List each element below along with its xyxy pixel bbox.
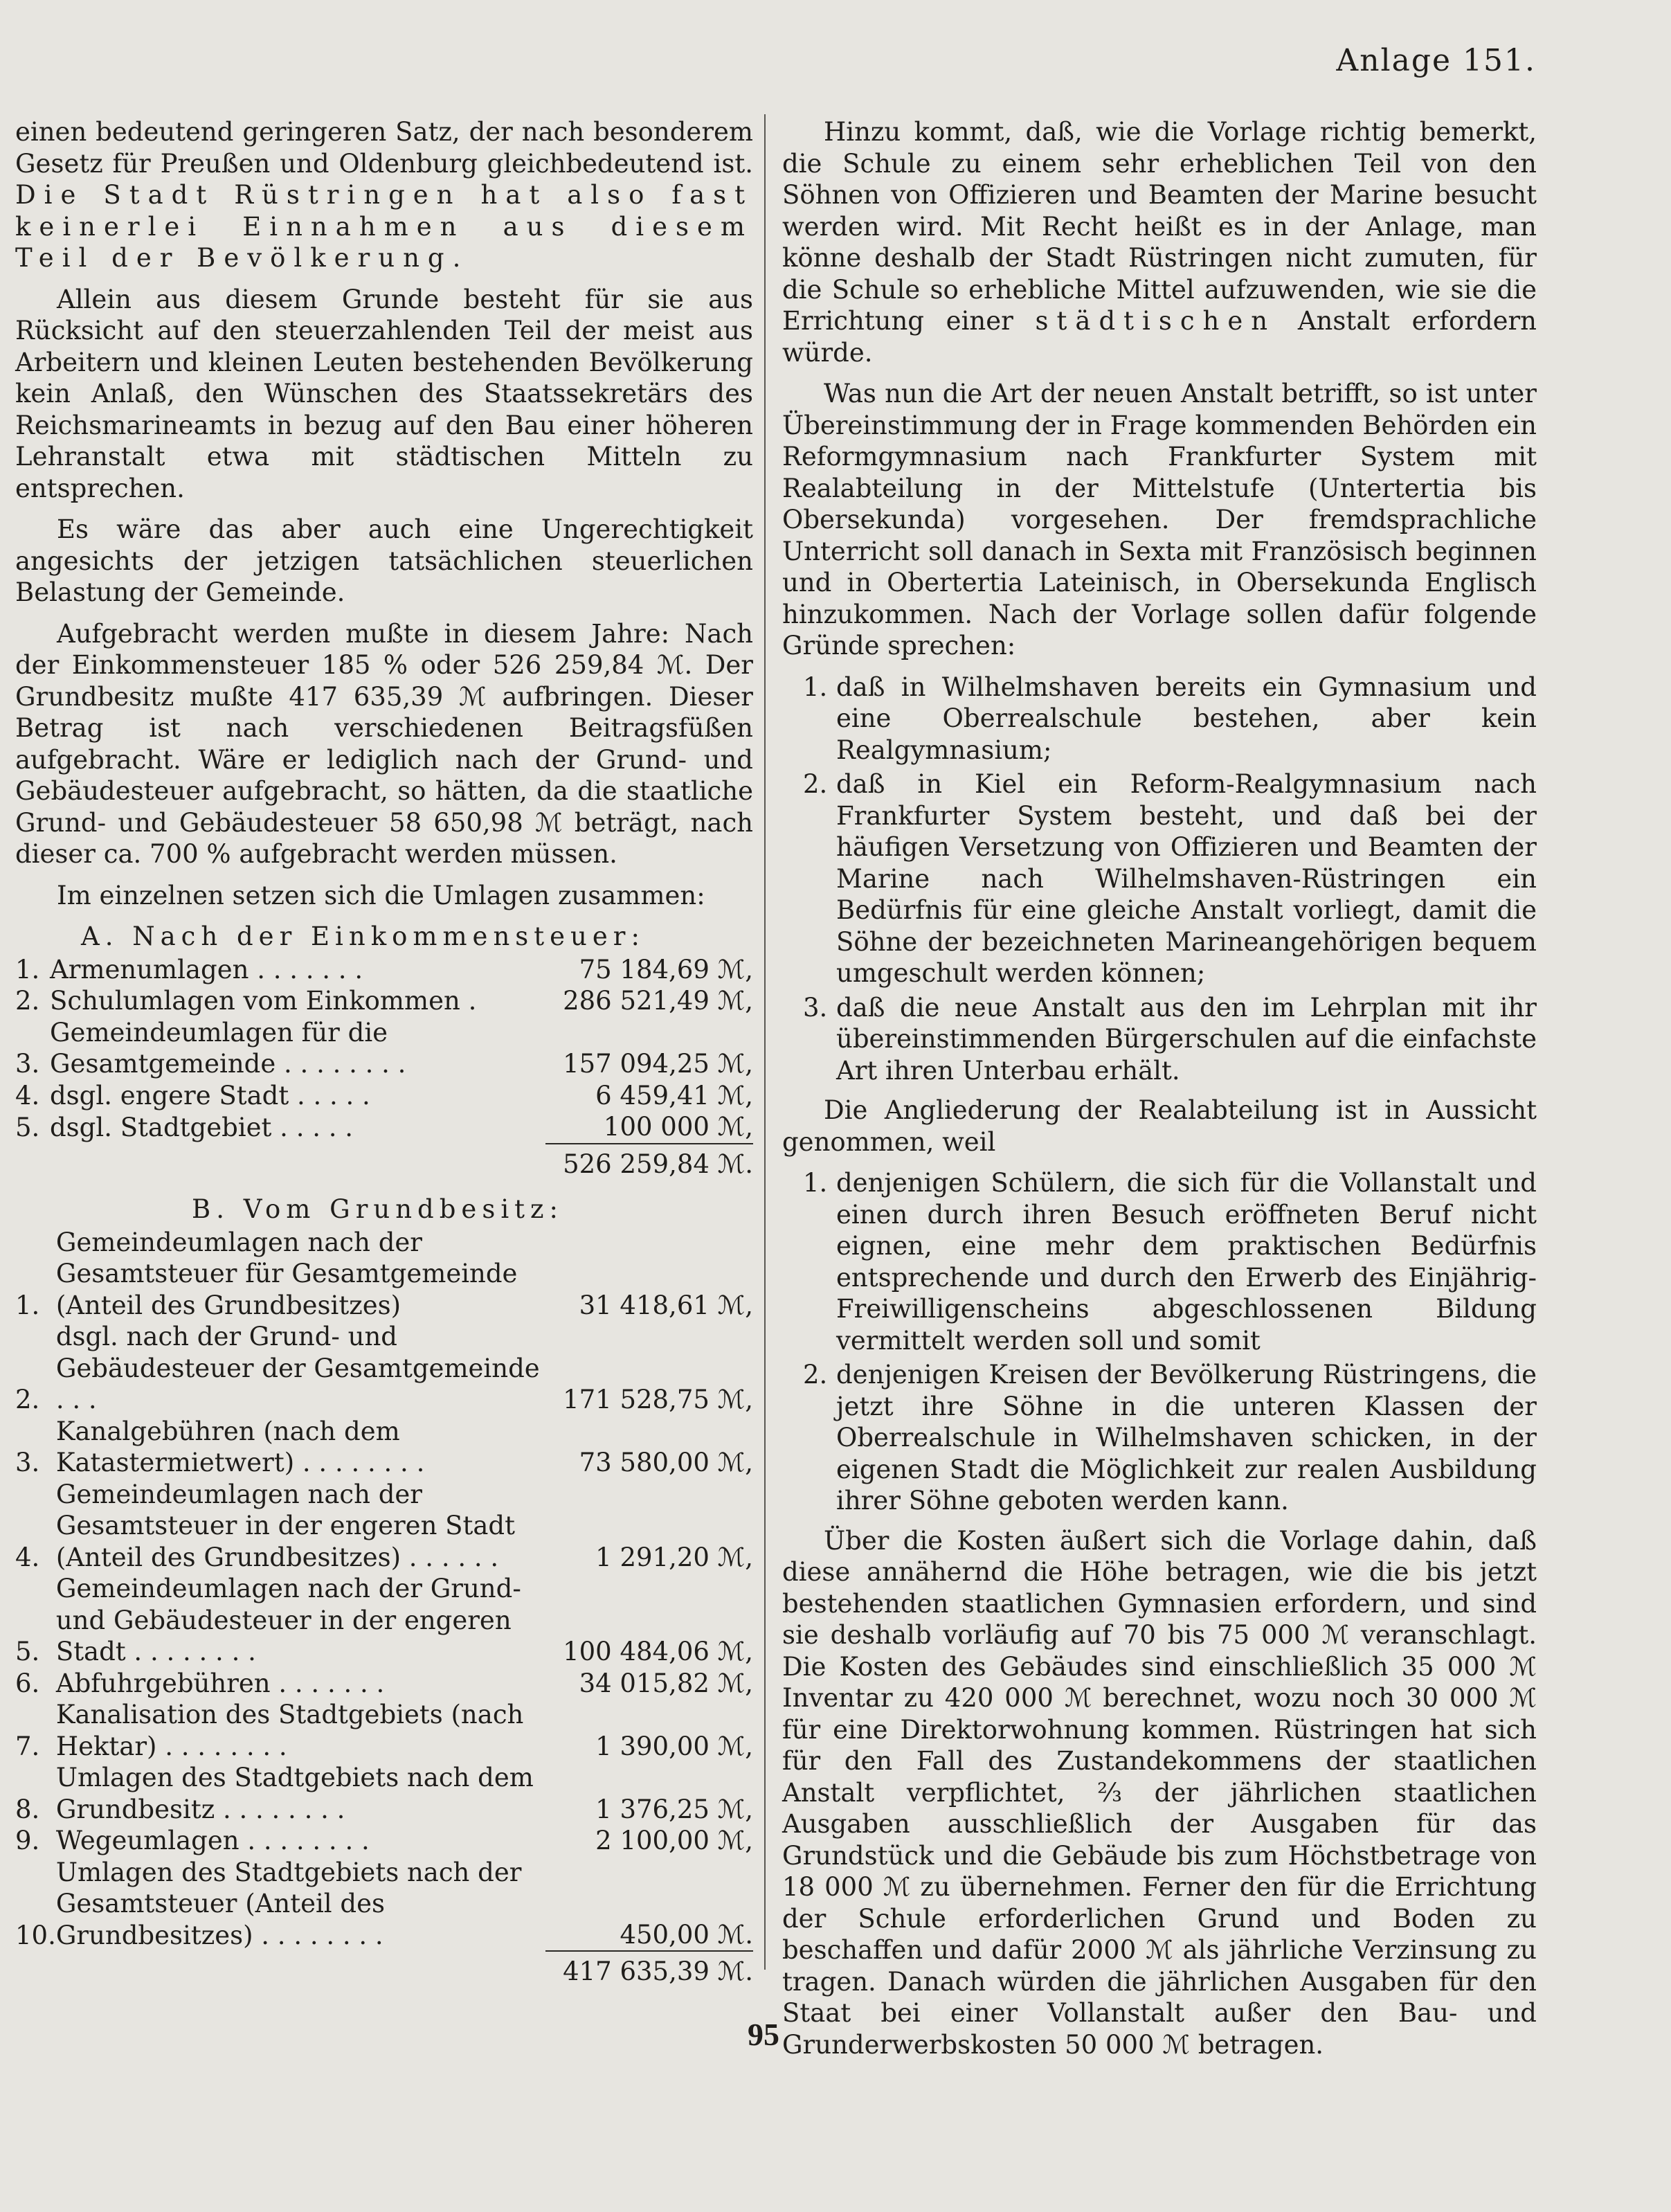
list-item [803,992,1537,1087]
row-amount: 6 459,41 ℳ, [595,1080,753,1111]
row-number: 2. [15,986,40,1016]
table-row [15,1111,753,1144]
table-row [15,1479,753,1574]
table-row [15,1017,753,1080]
row-amount: 75 184,69 ℳ, [579,954,753,984]
right-paragraph-2: Was nun die Art der neuen Anstalt betrifft, so ist unter Übereinstimmung der in Frage kommenden Behörden ein Reformgymnasium nach Frankfurter System mit Realabteilung in der Mittelstufe (Untertertia bis Obersekunda) vorgesehen. Der fremdsprachliche Unterricht soll danach in Sexta mit Französisch beginnen und in Obertertia Lateinisch, in Obersekunda Englisch hinzukommen. Nach der Vorlage sollen dafür folgende Gründe sprechen: [782,379,1537,660]
table-row [15,954,753,986]
list-item [803,768,1537,989]
row-number: 6. [15,1668,40,1698]
row-number: 1. [15,954,40,984]
left-paragraph-4: Aufgebracht werden mußte in diesem Jahre: Nach der Einkommensteuer 185 % oder 526 259,84 ℳ. Der Grundbesitz mußte 417 635,39 ℳ aufbringen. Dieser Betrag ist nach verschiedenen Beitragsfüßen aufgebracht. Wäre er lediglich nach der Grund- und Gebäudesteuer aufgebracht, so hätten, da die staatliche Grund- und Gebäudesteuer 58 650,98 ℳ beträgt, nach dieser ca. 700 % aufgebracht werden müssen. [15,618,753,869]
list-item-number: 1. [803,1168,828,1198]
row-amount: 100 484,06 ℳ, [563,1637,753,1666]
row-number: 7. [15,1731,40,1761]
row-text: Abfuhrgebühren . . . . . . . [55,1668,385,1698]
row-amount: 171 528,75 ℳ, [563,1385,753,1414]
right-p1-end: Anstalt erfordern würde. [782,306,1537,368]
row-amount: 157 094,25 ℳ, [563,1049,753,1079]
row-amount: 34 015,82 ℳ, [579,1668,753,1698]
table-row [15,1825,753,1857]
row-text: Armenumlagen . . . . . . . [50,954,363,984]
list-item-number: 2. [803,1360,828,1390]
page-header-label: Anlage 151. [1336,43,1536,78]
row-number: 5. [15,1113,40,1142]
table-row [15,985,753,1017]
list-item-text: daß in Wilhelmshaven bereits ein Gymnasium und eine Oberrealschule bestehen, aber kein Realgymnasium; [836,672,1537,765]
row-number: 1. [15,1290,40,1320]
right-paragraph-3: Die Angliederung der Realabteilung ist in Aussicht genommen, weil [782,1095,1537,1157]
list-item [803,672,1537,766]
row-text: Wegeumlagen . . . . . . . . [55,1826,370,1855]
table-row [15,1573,753,1668]
row-amount: 1 291,20 ℳ, [595,1542,753,1572]
row-text: Kanalgebühren (nach dem Katastermietwert) . . . . . . . . [55,1416,425,1477]
table-b-title: B. Vom Grundbesitz: [192,1194,563,1224]
right-column [782,116,1537,2070]
row-number: 3. [15,1448,40,1477]
list-item-text: daß die neue Anstalt aus den im Lehrplan mit ihr übereinstimmenden Bürgerschulen auf die einfachste Art ihren Unterbau erhält. [836,992,1537,1086]
row-amount: 31 418,61 ℳ, [579,1290,753,1320]
right-p1-spaced-word: städtischen [1035,306,1276,336]
row-text: Schulumlagen vom Einkommen . [50,986,477,1016]
left-paragraph-1 [15,116,753,274]
row-amount: 450,00 ℳ. [620,1919,753,1950]
table-row [15,1321,753,1416]
row-text: dsgl. nach der Grund- und Gebäudesteuer der Gesamtgemeinde . . . [55,1322,540,1414]
row-number: 10. [15,1920,56,1950]
table-row [15,1857,753,1952]
table-row [15,1227,753,1322]
row-number: 4. [15,1542,40,1572]
row-text: Umlagen des Stadtgebiets nach der Gesamtsteuer (Anteil des Grundbesitzes) . . . . . . . . [55,1857,522,1950]
row-text: dsgl. Stadtgebiet . . . . . [50,1113,354,1142]
row-number: 5. [15,1637,40,1666]
row-number: 9. [15,1826,40,1855]
left-column [15,116,753,1988]
row-amount: 286 521,49 ℳ, [563,986,753,1016]
table-total-row [15,1144,753,1180]
right-p1-start: Hinzu kommt, daß, wie die Vorlage richtig bemerkt, die Schule zu einem sehr erheblichen Teil von den Söhnen von Offizieren und Beamten der Marine besucht werden wird. Mit Recht heißt es in der Anlage, man könne deshalb der Stadt Rüstringen nicht zumuten, für die Schule so erhebliche Mittel aufzuwenden, wie sie die Errichtung einer [782,117,1537,336]
table-total-row [15,1951,753,1988]
row-text: dsgl. engere Stadt . . . . . [50,1080,370,1111]
row-text: Gemeindeumlagen nach der Gesamtsteuer in der engeren Stadt (Anteil des Grundbesitzes) . . . . . . [55,1479,515,1572]
table-a [15,954,753,1180]
list-item-number: 3. [803,992,828,1023]
left-paragraph-3: Es wäre das aber auch eine Ungerechtigkeit angesichts der jetzigen tatsächlichen steuerlichen Belastung der Gemeinde. [15,514,753,607]
row-text: Gemeindeumlagen nach der Gesamtsteuer für Gesamtgemeinde (Anteil des Grundbesitzes) [55,1227,518,1320]
list-item-text: denjenigen Schülern, die sich für die Vollanstalt und einen durch ihren Besuch eröffneten Beruf nicht eignen, eine mehr dem praktischen Bedürfnis entsprechende und durch den Erwerb des Einjährig-Freiwilligenscheins abgeschlossenen Bildung vermittelt werden soll und somit [836,1168,1537,1356]
left-p1-spaced-text: Die Stadt Rüstringen hat also fast keinerlei Einnahmen aus diesem Teil der Bevölkerung. [15,180,753,273]
row-text: Kanalisation des Stadtgebiets (nach Hektar) . . . . . . . . [55,1700,524,1761]
row-amount: 100 000 ℳ, [603,1112,753,1142]
row-amount: 73 580,00 ℳ, [579,1448,753,1477]
table-a-title: A. Nach der Einkommensteuer: [81,921,645,951]
table-row [15,1080,753,1112]
page-number: 95 [748,2017,779,2052]
row-number: 2. [15,1385,40,1414]
row-amount: 1 390,00 ℳ, [595,1731,753,1761]
row-number: 8. [15,1794,40,1824]
list-item-text: denjenigen Kreisen der Bevölkerung Rüstringens, die jetzt ihre Söhne in die unteren Klassen der Oberrealschule in Wilhelmshaven schicken, in der eigenen Stadt die Möglichkeit zur realen Ausbildung ihrer Söhne geboten werden kann. [836,1360,1537,1516]
table-row [15,1762,753,1825]
right-paragraph-4: Über die Kosten äußert sich die Vorlage dahin, daß diese annähernd die Höhe betragen, wie die bis jetzt bestehenden staatlichen Gymnasien erfordern, und sind sie deshalb vorläufig auf 70 bis 75 000 ℳ veranschlagt. Die Kosten des Gebäudes sind einschließlich 35 000 ℳ Inventar zu 420 000 ℳ berechnet, wozu noch 30 000 ℳ für eine Direktorwohnung kommen. Rüstringen hat sich für den Fall des Zustandekommens der staatlichen Anstalt verpflichtet, ⅔ der jährlichen staatlichen Ausgaben ausschließlich der Ausgaben für das Grundstück und die Gebäude bis zum Höchstbetrage von 18 000 ℳ zu übernehmen. Ferner den für die Errichtung der Schule erforderlichen Grund und Boden zu beschaffen und dafür 2000 ℳ als jährliche Verzinsung zu tragen. Danach würden die jährlichen Ausgaben für den Staat bei einer Vollanstalt außer den Bau- und Grunderwerbskosten 50 000 ℳ betragen. [782,1525,1537,2060]
row-text: Gemeindeumlagen nach der Grund- und Gebäudesteuer in der engeren Stadt . . . . . . . . [55,1574,521,1666]
left-paragraph-2: Allein aus diesem Grunde besteht für sie aus Rücksicht auf den steuerzahlenden Teil der meist aus Arbeitern und kleinen Leuten bestehenden Bevölkerung kein Anlaß, den Wünschen des Staatssekretärs des Reichsmarineamts in bezug auf den Bau einer höheren Lehranstalt etwa mit städtischen Mitteln zu entsprechen. [15,284,753,503]
table-row [15,1416,753,1479]
row-text: Umlagen des Stadtgebiets nach dem Grundbesitz . . . . . . . . [55,1763,534,1824]
row-number: 3. [15,1049,40,1079]
table-row [15,1699,753,1762]
reasons-list [782,672,1537,1087]
left-p1-text: einen bedeutend geringeren Satz, der nach besonderem Gesetz für Preußen und Oldenburg gleichbedeutend ist. [15,117,753,179]
row-text: Gemeindeumlagen für die Gesamtgemeinde . . . . . . . . [50,1017,406,1079]
table-row [15,1668,753,1700]
row-number: 4. [15,1080,40,1111]
right-paragraph-1 [782,116,1537,368]
table-b [15,1227,753,1988]
table-a-total: 526 259,84 ℳ. [545,1144,753,1180]
list-item-text: daß in Kiel ein Reform-Realgymnasium nach Frankfurter System besteht, und daß bei der häufigen Versetzung von Offizieren und Beamten der Marine nach Wilhelmshaven-Rüstringen ein Bedürfnis für eine gleiche Anstalt vorliegt, damit die Söhne der bezeichneten Marineangehörigen bequem umgeschult werden können; [836,769,1537,988]
list-item [803,1359,1537,1517]
row-amount: 2 100,00 ℳ, [595,1826,753,1855]
row-amount: 1 376,25 ℳ, [595,1794,753,1824]
table-b-total: 417 635,39 ℳ. [545,1951,753,1988]
list-item-number: 1. [803,672,828,702]
left-paragraph-5: Im einzelnen setzen sich die Umlagen zusammen: [57,880,705,910]
list-item [803,1167,1537,1356]
list-item-number: 2. [803,769,828,799]
column-divider [764,114,766,1970]
reasons-list-2 [782,1167,1537,1517]
